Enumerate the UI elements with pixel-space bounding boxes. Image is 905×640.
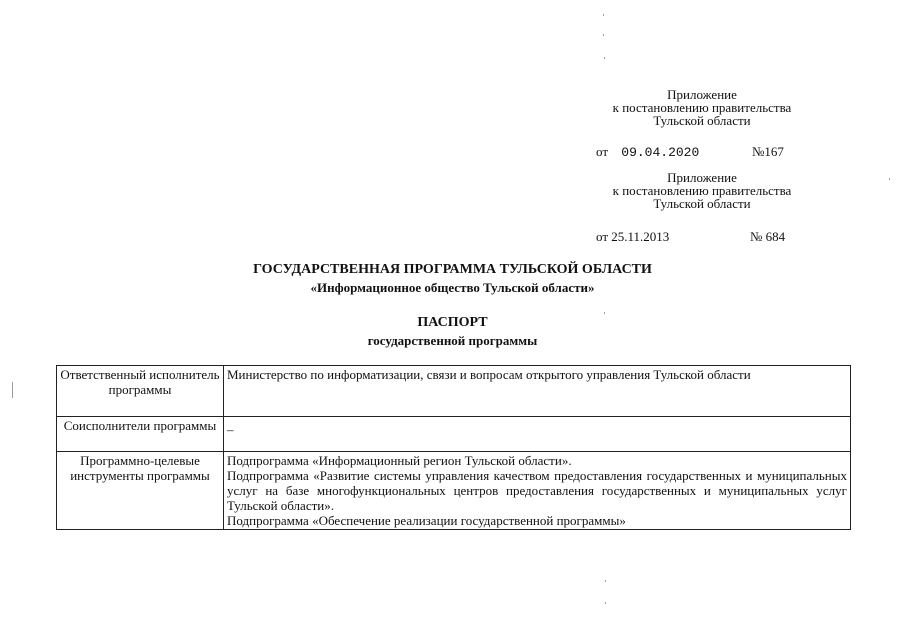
row-value-instruments [224, 452, 851, 530]
appendix-original-line3: Тульской области [653, 196, 751, 211]
appendix-current-heading [572, 88, 832, 127]
program-subtitle: «Информационное общество Тульской области» [310, 280, 595, 295]
subprogram-3-text: Подпрограмма «Обеспечение реализации государственной программы» [227, 513, 626, 528]
scan-speck [603, 34, 604, 36]
table-row [57, 366, 851, 417]
scan-speck [605, 580, 606, 582]
row-label-responsible: Ответственный исполнитель программы [57, 366, 224, 417]
scan-speck [12, 382, 13, 398]
subprogram-2-text: Подпрограмма «Развитие системы управления качеством предоставления государственных и муниципальных услуг на базе многофункциональных центров предоставления государственных и муниципальных услуг Тульской области». [227, 468, 847, 513]
passport-table [56, 365, 851, 530]
appendix-current-line3: Тульской области [653, 113, 751, 128]
appendix-original-line1: Приложение [667, 170, 737, 185]
appendix-current-line2: к постановлению правительства [612, 100, 792, 115]
appendix-original-line2: к постановлению правительства [612, 183, 792, 198]
passport-subtitle: государственной программы [367, 333, 538, 348]
scan-speck [605, 602, 606, 604]
scan-speck [604, 312, 605, 314]
responsible-executor-text: Министерство по информатизации, связи и вопросам открытого управления Тульской области [227, 367, 751, 382]
program-title: ГОСУДАРСТВЕННАЯ ПРОГРАММА ТУЛЬСКОЙ ОБЛАСТИ [253, 262, 652, 277]
appendix-original-number: № 684 [750, 229, 786, 244]
appendix-original-heading [572, 171, 832, 210]
appendix-original-date: от 25.11.2013 [596, 229, 670, 244]
appendix-current-date: 09.04.2020 [621, 145, 700, 160]
appendix-current-date-row [596, 145, 699, 160]
row-value-coexecutors [224, 417, 851, 452]
row-label-coexecutors: Соисполнители программы [57, 417, 224, 452]
subprogram-1-text: Подпрограмма «Информационный регион Тульской области». [227, 453, 572, 468]
appendix-current-line1: Приложение [667, 87, 737, 102]
table-row [57, 417, 851, 452]
passport-title: ПАСПОРТ [417, 315, 488, 330]
table-row [57, 452, 851, 530]
row-value-responsible [224, 366, 851, 417]
appendix-current-number: №167 [752, 144, 784, 159]
scan-speck [603, 14, 604, 16]
scan-speck [889, 178, 890, 180]
appendix-current-date-prefix: от [596, 144, 609, 159]
scan-speck [604, 57, 605, 59]
coexecutors-dash: – [227, 422, 234, 437]
row-label-instruments: Программно-целевые инструменты программы [57, 452, 224, 530]
